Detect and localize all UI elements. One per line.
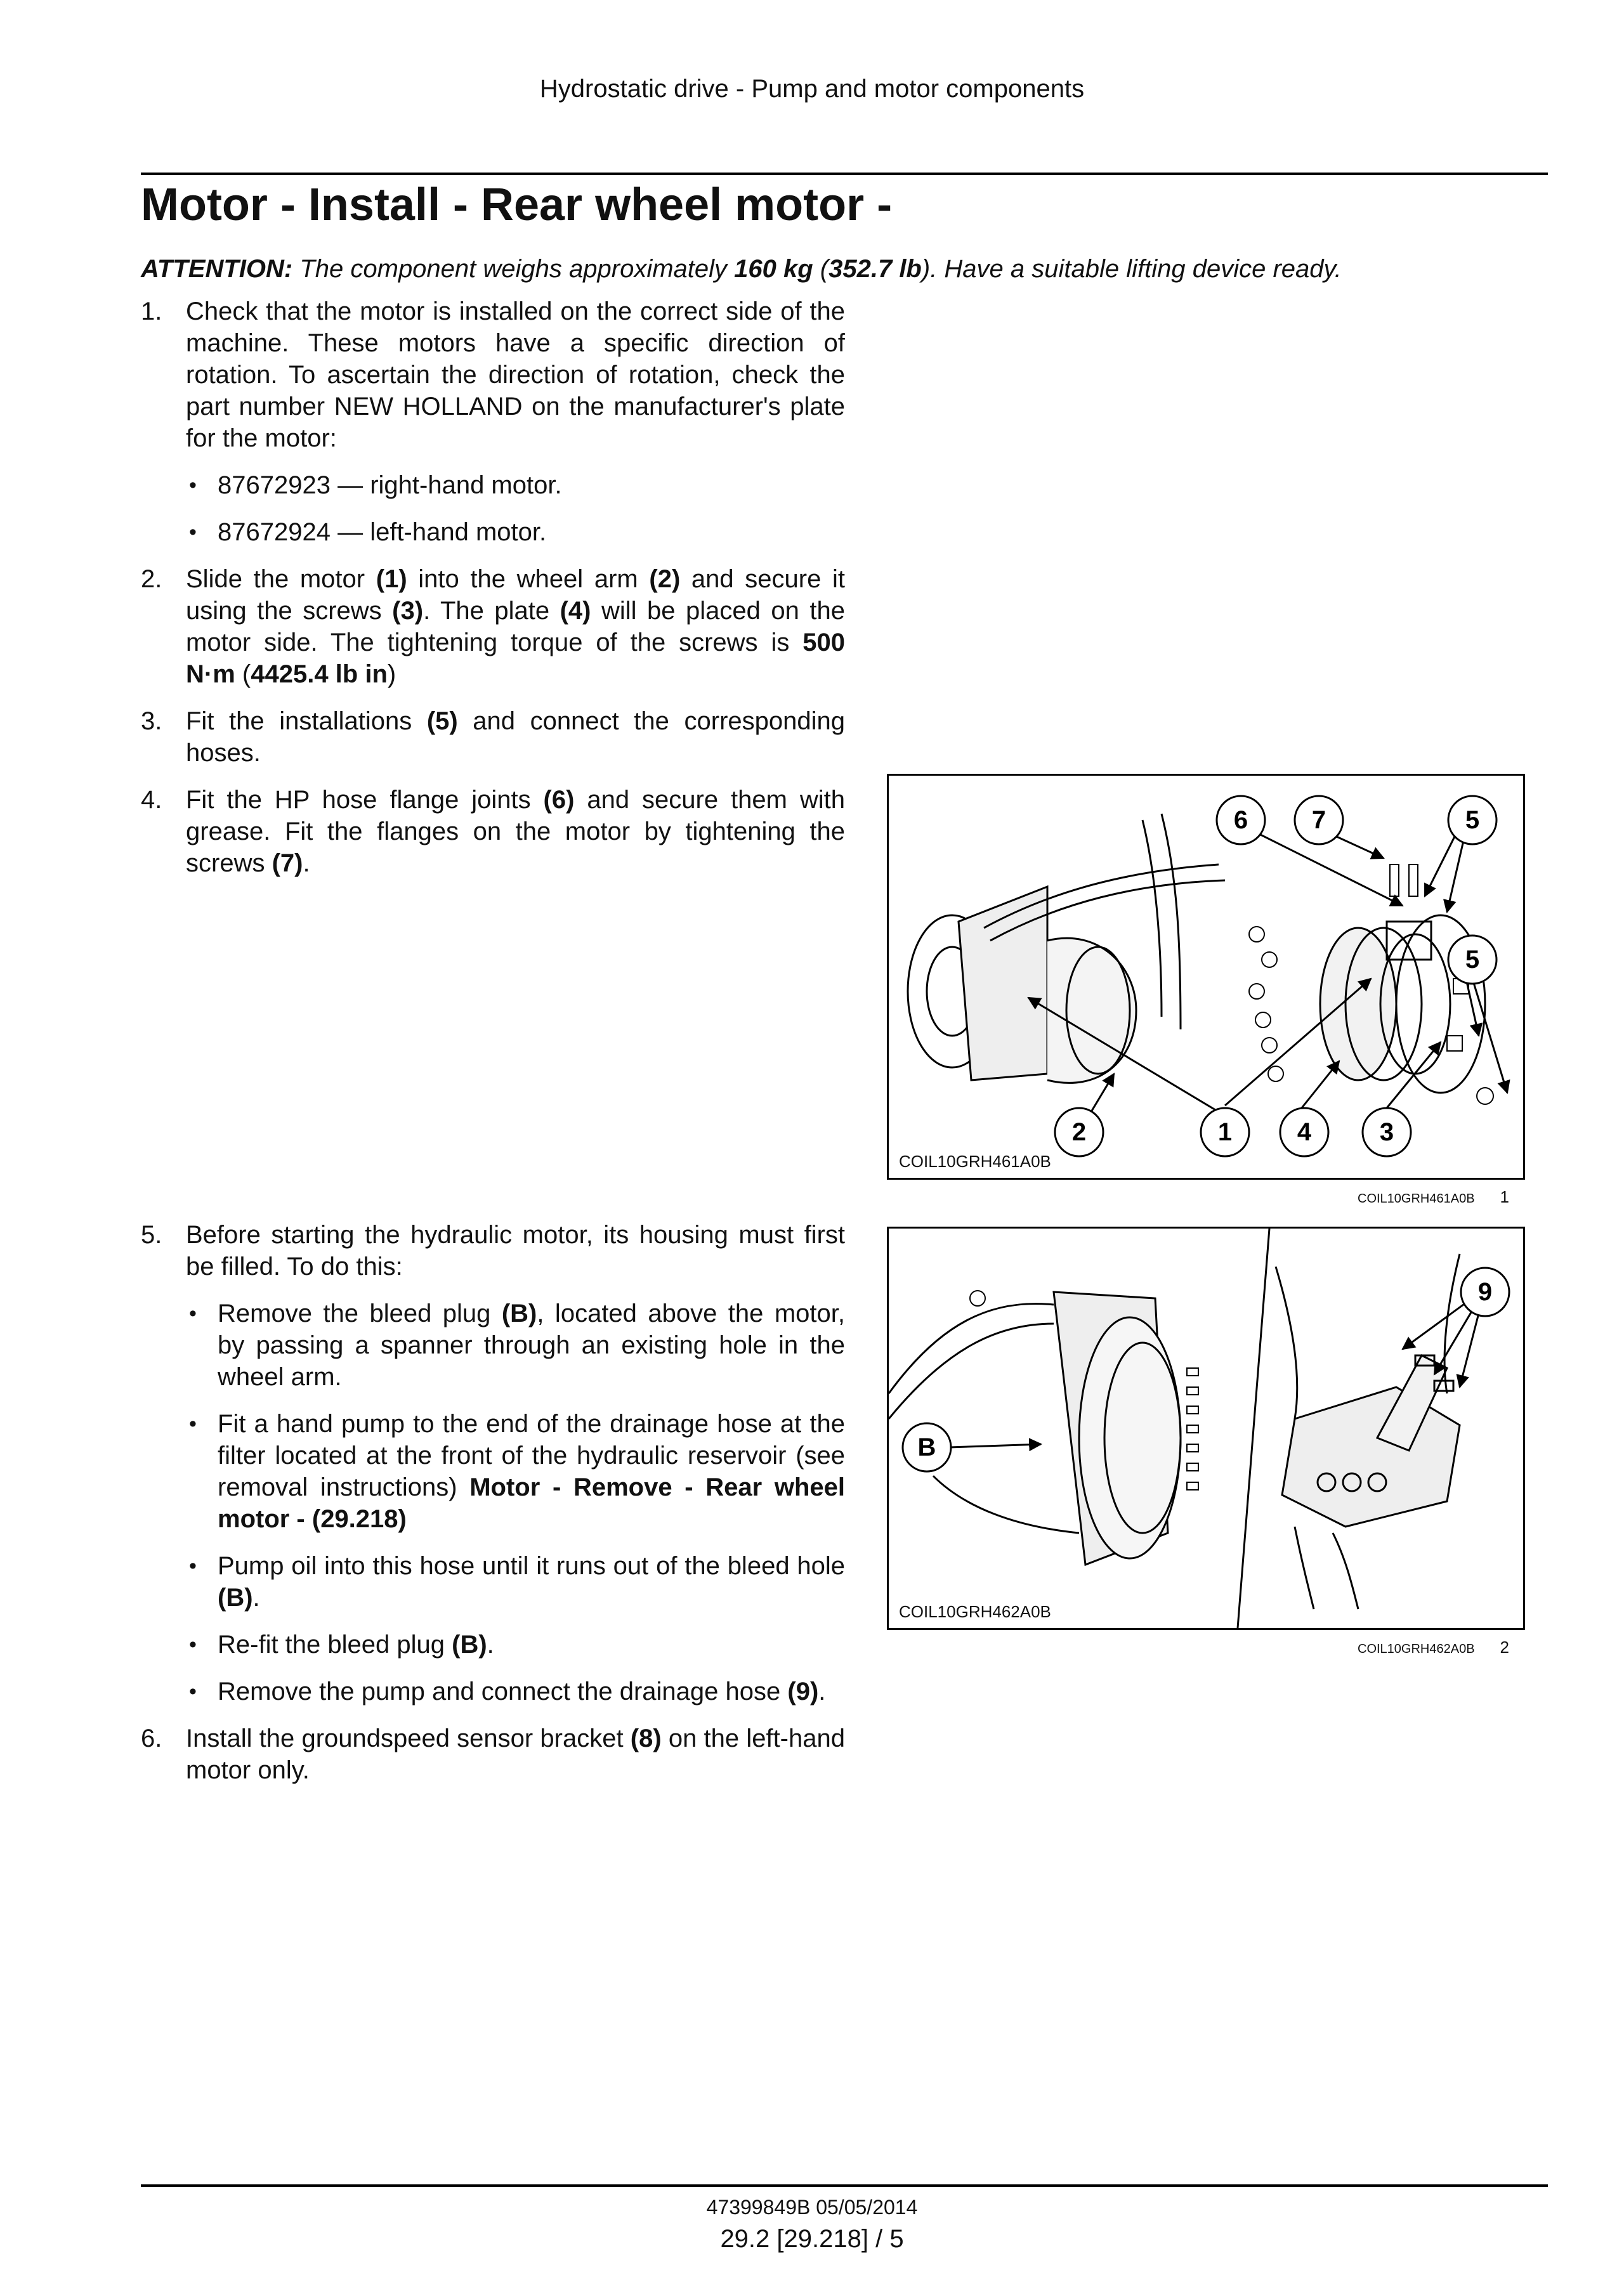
step-text: Before starting the hydraulic motor, its housing must first be filled. To do this:	[186, 1221, 845, 1281]
step-text: Fit the installations (5) and connect the corresponding hoses.	[186, 707, 845, 767]
callout-2: 2	[1071, 1118, 1087, 1146]
bullet-item: • Remove the pump and connect the drainage hose (9).	[186, 1676, 845, 1707]
callout-9: 9	[1477, 1278, 1493, 1306]
bullet-item: • 87672924 — left-hand motor.	[186, 516, 845, 548]
cross-reference-link[interactable]: Motor - Remove - Rear wheel motor - (29.218)	[218, 1473, 845, 1533]
step-text: Install the groundspeed sensor bracket (8) on the left-hand motor only.	[186, 1725, 845, 1784]
bullet-item: • Pump oil into this hose until it runs out of the bleed hole (B).	[186, 1550, 845, 1614]
attention-label: ATTENTION:	[141, 255, 293, 283]
document-id: 47399849B 05/05/2014	[706, 2196, 918, 2219]
step-number: 6.	[141, 1725, 162, 1752]
step-number: 1.	[141, 297, 162, 325]
step-text: Slide the motor (1) into the wheel arm (2) and secure it using the screws (3). The plate (4) will be placed on the motor side. The tightening torque of the screws is 500 N·m (4425.4 lb in)	[186, 565, 846, 688]
bullet-item: • Fit a hand pump to the end of the drainage hose at the filter located at the front of the hydraulic reservoir (see removal instructions) Motor - Remove - Rear wheel motor - (29.218)	[186, 1408, 845, 1535]
figure-code: COIL10GRH462A0B	[899, 1602, 1051, 1621]
attention-note: ATTENTION: The component weighs approximately 160 kg (352.7 lb). Have a suitable lifting device ready.	[141, 255, 1342, 283]
callout-3: 3	[1379, 1118, 1394, 1146]
page-title: Motor - Install - Rear wheel motor -	[141, 179, 893, 230]
running-header: Hydrostatic drive - Pump and motor components	[539, 75, 1085, 103]
step-number: 3.	[141, 707, 162, 735]
motor-install-illustration	[889, 776, 1523, 1178]
callout-6: 6	[1233, 806, 1248, 834]
callout-1: 1	[1217, 1118, 1233, 1146]
step-text: Fit the HP hose flange joints (6) and secure them with grease. Fit the flanges on the motor by tightening the screws (7).	[186, 786, 845, 877]
step-5	[141, 1219, 845, 1707]
step-3	[141, 705, 845, 769]
figure-1	[887, 774, 1525, 1180]
step-6	[141, 1723, 845, 1786]
figure-number: 1	[1500, 1187, 1510, 1206]
figure-code: COIL10GRH461A0B	[899, 1152, 1051, 1171]
figure-number: 2	[1500, 1638, 1510, 1657]
callout-5: 5	[1465, 806, 1480, 834]
step-number: 4.	[141, 786, 162, 814]
bullet-item: • Re-fit the bleed plug (B).	[186, 1629, 845, 1660]
callout-5b: 5	[1465, 946, 1480, 974]
callout-b: B	[917, 1433, 936, 1461]
step-text: Check that the motor is installed on the correct side of the machine. These motors have a specific direction of rotation. To ascertain the direction of rotation, check the part number NEW HOLLAND on the manufacturer's plate for the motor:	[186, 297, 845, 452]
step-4	[141, 784, 845, 879]
bullet-list	[186, 469, 845, 548]
bullet-item: • 87672923 — right-hand motor.	[186, 469, 845, 501]
step-number: 2.	[141, 565, 162, 593]
caption-code: COIL10GRH461A0B	[1358, 1192, 1475, 1206]
figure-1-caption	[1358, 1187, 1509, 1207]
step-number: 5.	[141, 1221, 162, 1249]
footer-rule	[141, 2184, 1548, 2187]
header-rule	[141, 173, 1548, 175]
step-1	[141, 296, 845, 548]
callout-4: 4	[1297, 1118, 1312, 1146]
caption-code: COIL10GRH462A0B	[1358, 1642, 1475, 1656]
step-2	[141, 563, 845, 690]
figure-2	[887, 1227, 1525, 1630]
bullet-list	[186, 1298, 845, 1707]
figure-2-caption	[1358, 1638, 1509, 1657]
bullet-item: • Remove the bleed plug (B), located above the motor, by passing a spanner through an existing hole in the wheel arm.	[186, 1298, 845, 1393]
callout-7: 7	[1311, 806, 1326, 834]
bleed-plug-illustration	[889, 1229, 1523, 1628]
steps-part-1	[141, 296, 845, 894]
page-number: 29.2 [29.218] / 5	[720, 2225, 904, 2253]
steps-part-2	[141, 1219, 845, 1801]
